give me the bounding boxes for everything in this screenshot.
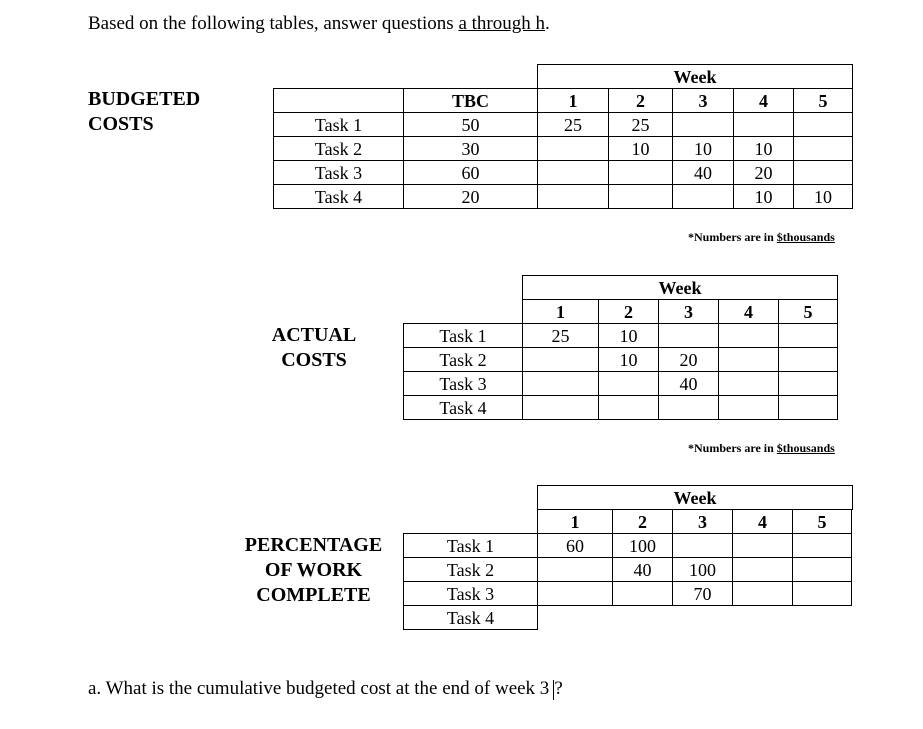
actual-week-numbers-table <box>522 299 838 324</box>
tbc-header: TBC <box>404 89 538 113</box>
table-cell: 20 <box>659 348 719 372</box>
task-name: Task 1 <box>274 113 404 137</box>
percentage-label-line3: COMPLETE <box>256 584 371 606</box>
table-cell <box>599 396 659 420</box>
actual-label-line1: ACTUAL <box>271 324 357 346</box>
percentage-complete-table <box>403 533 852 630</box>
table-cell <box>794 113 853 137</box>
tbc-value: 50 <box>404 113 538 137</box>
table-cell <box>719 372 779 396</box>
table-cell <box>719 396 779 420</box>
table-cell: 40 <box>659 372 719 396</box>
tbc-value: 30 <box>404 137 538 161</box>
task-name: Task 3 <box>404 582 538 606</box>
table-cell <box>613 582 673 606</box>
actual-week-header-table <box>522 275 838 300</box>
table-row <box>274 185 853 209</box>
table-cell <box>794 137 853 161</box>
actual-week-header: Week <box>523 276 838 300</box>
percentage-complete-label <box>226 533 401 608</box>
table-cell: 10 <box>599 324 659 348</box>
table-cell <box>538 137 609 161</box>
task-name: Task 2 <box>274 137 404 161</box>
table-cell <box>659 396 719 420</box>
table-cell <box>779 396 838 420</box>
table-cell: 10 <box>794 185 853 209</box>
table-cell <box>793 534 852 558</box>
task-name: Task 4 <box>404 396 523 420</box>
table-cell: 10 <box>673 137 734 161</box>
table-cell <box>659 324 719 348</box>
table-cell <box>673 534 733 558</box>
table-cell: 25 <box>609 113 673 137</box>
table-cell <box>719 348 779 372</box>
budgeted-label-line1: BUDGETED <box>88 88 201 110</box>
note-prefix: *Numbers are in <box>688 230 777 244</box>
task-name: Task 4 <box>274 185 404 209</box>
question-a <box>88 678 563 700</box>
week-number: 3 <box>673 510 733 534</box>
table-cell <box>673 606 733 630</box>
table-cell <box>609 161 673 185</box>
week-number: 2 <box>609 89 673 113</box>
percentage-label-line1: PERCENTAGE <box>244 534 383 556</box>
note-underlined: $thousands <box>776 230 835 244</box>
week-number: 2 <box>613 510 673 534</box>
week-number: 1 <box>538 510 613 534</box>
table-cell <box>673 185 734 209</box>
budgeted-costs-label <box>88 87 200 137</box>
task-name: Task 1 <box>404 324 523 348</box>
task-name: Task 2 <box>404 558 538 582</box>
budgeted-costs-table <box>273 88 853 209</box>
intro-text <box>88 13 550 35</box>
table-cell <box>523 348 599 372</box>
table-cell: 40 <box>673 161 734 185</box>
percentage-label-line2: OF WORK <box>264 559 363 581</box>
table-cell <box>599 372 659 396</box>
week-number: 5 <box>794 89 853 113</box>
table-cell <box>794 161 853 185</box>
table-row <box>404 558 852 582</box>
week-number: 1 <box>523 300 599 324</box>
table-row <box>404 348 838 372</box>
table-cell: 100 <box>613 534 673 558</box>
table-cell <box>779 348 838 372</box>
week-number: 5 <box>793 510 852 534</box>
table-cell <box>733 582 793 606</box>
table-row <box>274 161 853 185</box>
budgeted-week-header-table <box>537 64 853 89</box>
table-cell <box>719 324 779 348</box>
table-cell <box>793 558 852 582</box>
week-number: 2 <box>599 300 659 324</box>
note-underlined: $thousands <box>776 441 835 455</box>
task-name: Task 1 <box>404 534 538 558</box>
budgeted-label-line2: COSTS <box>88 113 154 135</box>
table-row <box>404 582 852 606</box>
table-cell: 25 <box>523 324 599 348</box>
table-cell: 100 <box>673 558 733 582</box>
table-cell: 10 <box>734 185 794 209</box>
week-number: 4 <box>734 89 794 113</box>
task-name: Task 2 <box>404 348 523 372</box>
table-row <box>404 606 852 630</box>
table-cell <box>538 161 609 185</box>
note-prefix: *Numbers are in <box>688 441 777 455</box>
task-name: Task 4 <box>404 606 538 630</box>
table-row <box>274 89 853 113</box>
table-cell <box>733 558 793 582</box>
table-row <box>404 324 838 348</box>
tbc-value: 20 <box>404 185 538 209</box>
task-name: Task 3 <box>404 372 523 396</box>
budgeted-note <box>688 230 835 245</box>
table-cell <box>779 324 838 348</box>
table-cell: 25 <box>538 113 609 137</box>
table-row <box>523 300 838 324</box>
table-row <box>274 137 853 161</box>
table-cell <box>538 185 609 209</box>
actual-label-line2: COSTS <box>281 349 347 371</box>
task-name: Task 3 <box>274 161 404 185</box>
table-cell <box>673 113 734 137</box>
actual-costs-table <box>403 323 838 420</box>
percentage-week-numbers-table <box>537 509 852 534</box>
question-text: a. What is the cumulative budgeted cost at the end of week 3 <box>88 678 550 699</box>
table-cell <box>609 185 673 209</box>
week-number: 4 <box>733 510 793 534</box>
table-cell <box>793 606 852 630</box>
week-number: 1 <box>538 89 609 113</box>
table-cell <box>523 396 599 420</box>
week-number: 3 <box>659 300 719 324</box>
actual-note <box>688 441 835 456</box>
question-mark: ? <box>554 678 563 699</box>
table-cell: 10 <box>734 137 794 161</box>
table-cell <box>538 558 613 582</box>
table-cell <box>734 113 794 137</box>
table-cell <box>793 582 852 606</box>
table-row <box>404 396 838 420</box>
table-cell <box>538 582 613 606</box>
table-cell <box>274 89 404 113</box>
table-cell: 70 <box>673 582 733 606</box>
table-row <box>404 534 852 558</box>
intro-prefix: Based on the following tables, answer questions <box>88 13 459 34</box>
table-row <box>404 372 838 396</box>
table-cell <box>523 372 599 396</box>
week-number: 4 <box>719 300 779 324</box>
table-cell: 40 <box>613 558 673 582</box>
table-cell: 20 <box>734 161 794 185</box>
intro-underlined: a through h <box>458 13 545 34</box>
table-cell <box>779 372 838 396</box>
budgeted-week-header: Week <box>538 65 853 89</box>
tbc-value: 60 <box>404 161 538 185</box>
percentage-week-header: Week <box>538 486 853 510</box>
table-cell: 10 <box>599 348 659 372</box>
week-number: 5 <box>779 300 838 324</box>
table-row <box>538 510 852 534</box>
percentage-week-header-table <box>537 485 853 510</box>
actual-costs-label <box>258 323 370 373</box>
table-row <box>274 113 853 137</box>
table-cell <box>733 534 793 558</box>
week-number: 3 <box>673 89 734 113</box>
table-cell: 60 <box>538 534 613 558</box>
table-cell <box>733 606 793 630</box>
intro-suffix: . <box>544 13 550 34</box>
table-cell <box>538 606 613 630</box>
table-cell: 10 <box>609 137 673 161</box>
table-cell <box>613 606 673 630</box>
